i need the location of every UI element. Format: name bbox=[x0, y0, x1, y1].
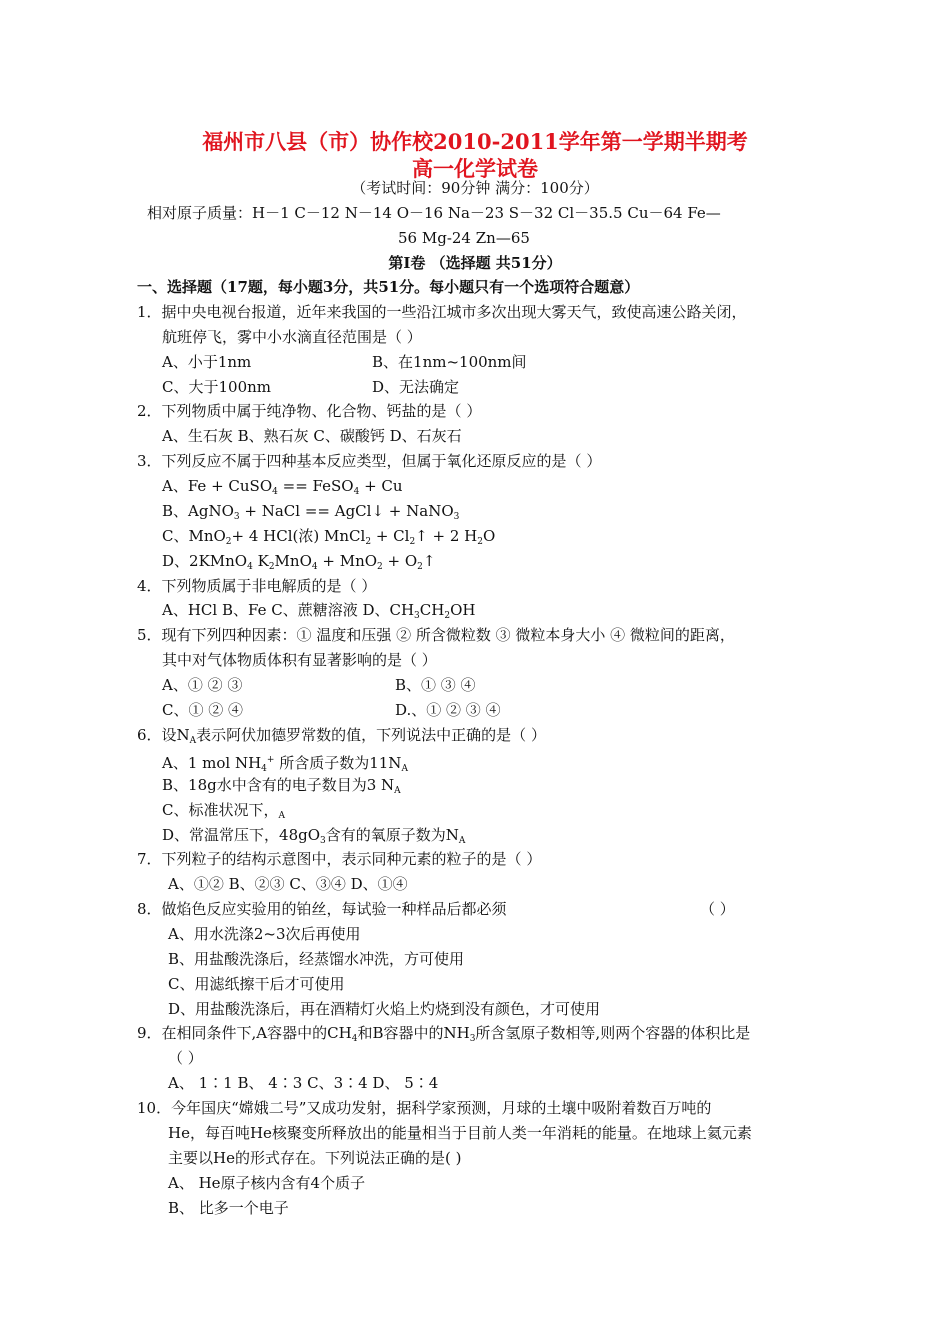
q3-d-text: ↑ bbox=[422, 552, 436, 570]
q4-stem: 4．下列物质属于非电解质的是（ ） bbox=[137, 577, 377, 595]
q3-d-text: + O bbox=[382, 552, 418, 570]
q5-option-d: D.、① ② ③ ④ bbox=[395, 701, 501, 719]
q3-c-text: ↑ + 2 H bbox=[415, 527, 478, 545]
q3-b-text: B、AgNO bbox=[162, 502, 234, 520]
q1-option-b: B、在1nm~100nm间 bbox=[372, 353, 527, 371]
q3-option-c bbox=[162, 526, 495, 552]
q5-option-c: C、① ② ④ bbox=[162, 701, 244, 719]
q2-options: A、生石灰 B、熟石灰 C、碳酸钙 D、石灰石 bbox=[162, 427, 462, 445]
q6-sub: A bbox=[189, 736, 197, 746]
q3-d-sub: 2 bbox=[417, 562, 423, 572]
q6-stem bbox=[137, 725, 546, 751]
q3-b-text: + NaCl == AgCl↓ + NaNO bbox=[239, 502, 454, 520]
q9-answer-paren: （ ） bbox=[168, 1049, 203, 1067]
q5-option-b: B、① ③ ④ bbox=[395, 676, 476, 694]
q1-stem-line2: 航班停飞，雾中小水滴直径范围是（ ） bbox=[162, 328, 422, 346]
exam-title: 福州市八县（市）协作校2010-2011学年第一学期半期考 bbox=[202, 129, 748, 154]
q9-sub: 3 bbox=[469, 1034, 476, 1044]
q4-options bbox=[162, 600, 475, 626]
q6-a-text: A、1 mol NH bbox=[162, 754, 262, 772]
q6-option-b bbox=[162, 775, 401, 801]
q9-sub: 4 bbox=[351, 1034, 358, 1044]
q3-c-text: C、MnO bbox=[162, 527, 226, 545]
q10-stem-line1: 10．今年国庆“嫦娥二号”又成功发射，据科学家预测，月球的土壤中吸附着数百万吨的 bbox=[137, 1099, 712, 1117]
q3-d-text: D、2KMnO bbox=[162, 552, 248, 570]
q6-stem-text: 6．设N bbox=[137, 726, 190, 744]
q10-stem-line2: He，每百吨He核聚变所释放出的能量相当于目前人类一年消耗的能量。在地球上氦元素 bbox=[168, 1124, 752, 1142]
q6-stem-text: 表示阿伏加德罗常数的值，下列说法中正确的是（ ） bbox=[196, 726, 546, 744]
q2-stem: 2．下列物质中属于纯净物、化合物、钙盐的是（ ） bbox=[137, 402, 482, 420]
q8-option-a: A、用水洗涤2~3次后再使用 bbox=[168, 925, 361, 943]
q1-stem-line1: 1．据中央电视台报道，近年来我国的一些沿江城市多次出现大雾天气，致使高速公路关闭， bbox=[137, 303, 747, 321]
q8-answer-paren: （ ） bbox=[700, 900, 735, 918]
q3-d-text: MnO bbox=[274, 552, 312, 570]
q3-c-sub: 2 bbox=[225, 537, 232, 547]
q6-sup: + bbox=[266, 755, 275, 765]
q5-stem-line1: 5．现有下列四种因素：① 温度和压强 ② 所含微粒数 ③ 微粒本身大小 ④ 微粒间的距离， bbox=[137, 626, 735, 644]
section-heading: 第Ⅰ卷 （选择题 共51分） bbox=[388, 254, 562, 272]
q8-option-c: C、用滤纸擦干后才可使用 bbox=[168, 975, 345, 993]
exam-info: （考试时间：90分钟 满分：100分） bbox=[351, 179, 599, 197]
q8-stem: 8．做焰色反应实验用的铂丝，每试验一种样品后都必须 bbox=[137, 900, 507, 918]
q10-option-b: B、 比多一个电子 bbox=[168, 1199, 289, 1217]
q6-sub: A bbox=[458, 836, 466, 846]
q3-d-sub: 4 bbox=[247, 562, 253, 572]
q5-stem-line2: 其中对气体物质体积有显著影响的是（ ） bbox=[162, 651, 437, 669]
q3-d-sub: 4 bbox=[311, 562, 318, 572]
q6-sub: 3 bbox=[320, 836, 326, 846]
q6-option-d bbox=[162, 825, 465, 851]
q3-stem: 3．下列反应不属于四种基本反应类型，但属于氧化还原反应的是（ ） bbox=[137, 452, 602, 470]
q3-b-sub: 3 bbox=[453, 512, 460, 522]
q6-option-c bbox=[162, 800, 285, 826]
atomic-mass-line-2: 56 Mg-24 Zn—65 bbox=[398, 229, 530, 247]
q6-sub: A bbox=[394, 786, 401, 796]
q3-c-sub: 2 bbox=[365, 537, 372, 547]
q9-stem-text: 9．在相同条件下,A容器中的CH bbox=[137, 1024, 352, 1042]
q8-option-b: B、用盐酸洗涤后，经蒸馏水冲洗，方可使用 bbox=[168, 950, 465, 968]
q1-option-a: A、小于1nm bbox=[162, 353, 252, 371]
q9-stem-text: 和B容器中的NH bbox=[357, 1024, 470, 1042]
q6-d-text: 含有的氧原子数为N bbox=[325, 826, 459, 844]
q4-options-text: A、HCl B、Fe C、蔗糖溶液 D、CH bbox=[162, 601, 415, 619]
q3-c-text: + 4 HCl(浓) MnCl bbox=[231, 527, 366, 545]
q3-option-b bbox=[162, 501, 459, 527]
q9-stem-text: 所含氢原子数相等,则两个容器的体积比是 bbox=[475, 1024, 751, 1042]
q9-options: A、 1∶1 B、 4∶3 C、3∶4 D、 5∶4 bbox=[168, 1074, 439, 1092]
exam-subtitle: 高一化学试卷 bbox=[412, 156, 538, 181]
atomic-mass-line-1: 相对原子质量：H－1 C－12 N－14 O－16 Na－23 S－32 Cl－35.5 Cu－64 Fe— bbox=[147, 204, 721, 222]
q10-option-a: A、 He原子核内含有4个质子 bbox=[168, 1174, 366, 1192]
q3-a-text: A、Fe + CuSO bbox=[162, 477, 273, 495]
q3-c-sub: 2 bbox=[409, 537, 416, 547]
q6-sub: 4 bbox=[261, 764, 267, 774]
q1-option-c: C、大于100nm bbox=[162, 378, 271, 396]
q3-d-text: K bbox=[252, 552, 269, 570]
q3-d-sub: 2 bbox=[377, 562, 383, 572]
q6-c-text: C、标准状况下， bbox=[162, 801, 279, 819]
q3-d-sub: 2 bbox=[268, 562, 275, 572]
q3-option-a bbox=[162, 476, 403, 502]
q6-d-text: D、常温常压下，48gO bbox=[162, 826, 321, 844]
q6-sub: A bbox=[401, 764, 408, 774]
q3-b-sub: 3 bbox=[233, 512, 240, 522]
q3-c-text: O bbox=[482, 527, 496, 545]
q9-stem bbox=[137, 1023, 750, 1049]
q3-d-text: + MnO bbox=[317, 552, 378, 570]
q3-a-text: + Cu bbox=[359, 477, 403, 495]
q8-option-d: D、用盐酸洗涤后，再在酒精灯火焰上灼烧到没有颜色，才可使用 bbox=[168, 1000, 601, 1018]
q4-sub: 2 bbox=[444, 611, 451, 621]
q6-b-text: B、18g水中含有的电子数目为3 N bbox=[162, 776, 395, 794]
q4-options-text: OH bbox=[450, 601, 476, 619]
q7-stem: 7．下列粒子的结构示意图中，表示同种元素的粒子的是（ ） bbox=[137, 850, 542, 868]
q3-a-sub: 4 bbox=[272, 487, 278, 497]
q10-stem-line3: 主要以He的形式存在。下列说法正确的是( ) bbox=[168, 1149, 462, 1167]
q3-c-sub: 2 bbox=[477, 537, 483, 547]
q5-option-a: A、① ② ③ bbox=[162, 676, 243, 694]
q4-options-text: CH bbox=[419, 601, 445, 619]
q3-a-sub: 4 bbox=[353, 487, 360, 497]
q6-sub: A bbox=[278, 811, 285, 821]
q1-option-d: D、无法确定 bbox=[372, 378, 460, 396]
q6-a-text: 所含质子数为11N bbox=[274, 754, 402, 772]
q3-option-d bbox=[162, 551, 435, 577]
q7-options: A、①② B、②③ C、③④ D、①④ bbox=[168, 875, 408, 893]
part-title: 一、选择题（17题，每小题3分，共51分。每小题只有一个选项符合题意） bbox=[137, 278, 640, 296]
q4-sub: 3 bbox=[414, 611, 420, 621]
q3-c-text: + Cl bbox=[371, 527, 410, 545]
q3-a-text: == FeSO bbox=[277, 477, 354, 495]
